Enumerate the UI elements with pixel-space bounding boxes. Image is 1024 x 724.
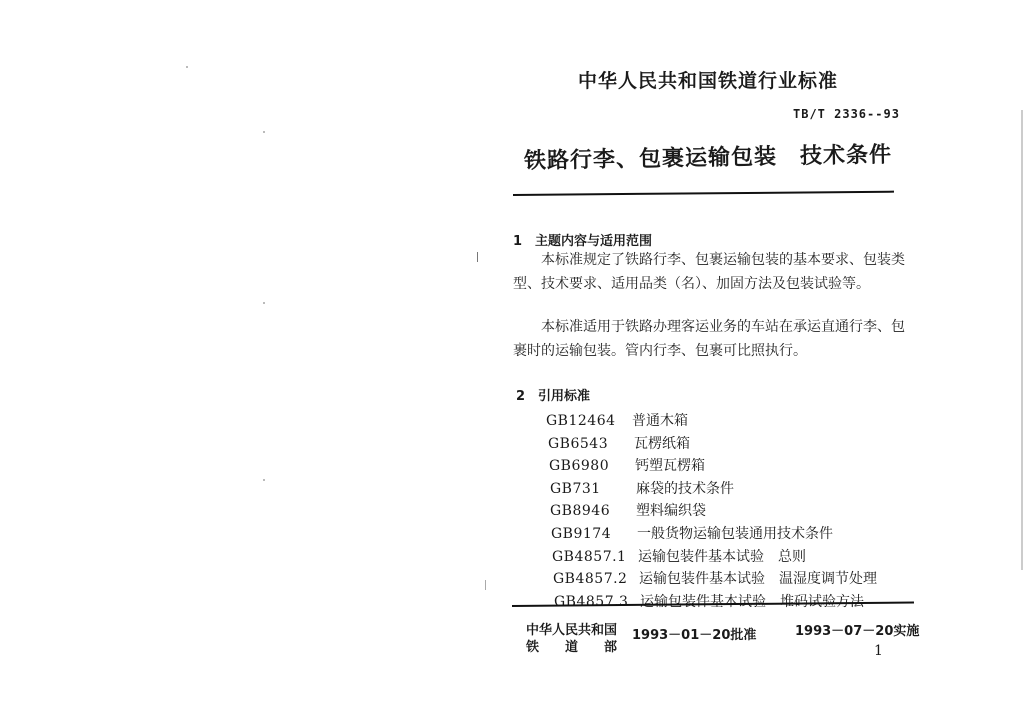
reference-name: 一般货物运输包装通用技术条件 bbox=[637, 525, 833, 542]
reference-name: 麻袋的技术条件 bbox=[636, 480, 734, 497]
reference-item bbox=[552, 546, 877, 569]
reference-name: 运输包装件基本试验 总则 bbox=[638, 548, 806, 565]
effective-date: 1993－07－20实施 bbox=[795, 624, 920, 639]
reference-code: GB6980 bbox=[549, 458, 610, 475]
document-title: 铁路行李、包裹运输包装 技术条件 bbox=[523, 142, 893, 174]
title-divider bbox=[513, 191, 894, 196]
scan-mark bbox=[263, 479, 265, 481]
reference-list bbox=[546, 410, 877, 613]
reference-name: 运输包装件基本试验 堆码试验方法 bbox=[640, 593, 864, 610]
reference-code: GB4857.1 bbox=[552, 548, 627, 565]
section-1-paragraph-2: 本标准适用于铁路办理客运业务的车站在承运直通行李、包裹时的运输包装。管内行李、包裹可比照执行。 bbox=[513, 319, 905, 359]
reference-name: 塑料编织袋 bbox=[636, 503, 706, 520]
reference-item bbox=[553, 568, 877, 591]
section-1-heading: 1 主题内容与适用范围 bbox=[513, 234, 653, 249]
reference-item bbox=[550, 478, 877, 501]
section-2-heading: 2 引用标准 bbox=[516, 389, 591, 404]
reference-name: 普通木箱 bbox=[632, 413, 688, 429]
reference-name: 钙塑瓦楞箱 bbox=[635, 458, 705, 475]
reference-code: GB4857.2 bbox=[553, 571, 628, 588]
reference-code: GB4857.3 bbox=[554, 593, 629, 610]
reference-code: GB9174 bbox=[551, 525, 612, 542]
scan-mark bbox=[477, 252, 478, 262]
standard-number: TB/T 2336--93 bbox=[793, 107, 900, 121]
issuing-authority bbox=[526, 622, 617, 656]
reference-code: GB8946 bbox=[550, 503, 611, 520]
scan-mark bbox=[186, 66, 188, 68]
scan-mark bbox=[485, 580, 486, 590]
scan-mark bbox=[263, 302, 265, 304]
reference-item bbox=[551, 523, 877, 546]
reference-code: GB731 bbox=[550, 480, 601, 497]
issuing-body-header: 中华人民共和国铁道行业标准 bbox=[578, 70, 839, 92]
approval-date: 1993－01－20批准 bbox=[632, 628, 757, 643]
scan-mark bbox=[263, 131, 265, 133]
reference-item bbox=[549, 455, 877, 478]
reference-name: 运输包装件基本试验 温湿度调节处理 bbox=[639, 571, 877, 588]
section-1-paragraph-1: 本标准规定了铁路行李、包裹运输包装的基本要求、包装类型、技术要求、适用品类（名）、加固方法及包装试验等。 bbox=[513, 252, 905, 292]
reference-item bbox=[546, 410, 877, 433]
reference-name: 瓦楞纸箱 bbox=[634, 435, 690, 452]
issuer-line-2: 铁 道 部 bbox=[526, 640, 618, 655]
reference-item bbox=[548, 433, 877, 456]
scan-mark bbox=[1021, 110, 1023, 570]
reference-code: GB12464 bbox=[546, 413, 616, 429]
page-number: 1 bbox=[874, 643, 883, 659]
reference-item bbox=[550, 500, 877, 523]
reference-code: GB6543 bbox=[548, 435, 609, 452]
issuer-line-1: 中华人民共和国 bbox=[526, 623, 618, 638]
